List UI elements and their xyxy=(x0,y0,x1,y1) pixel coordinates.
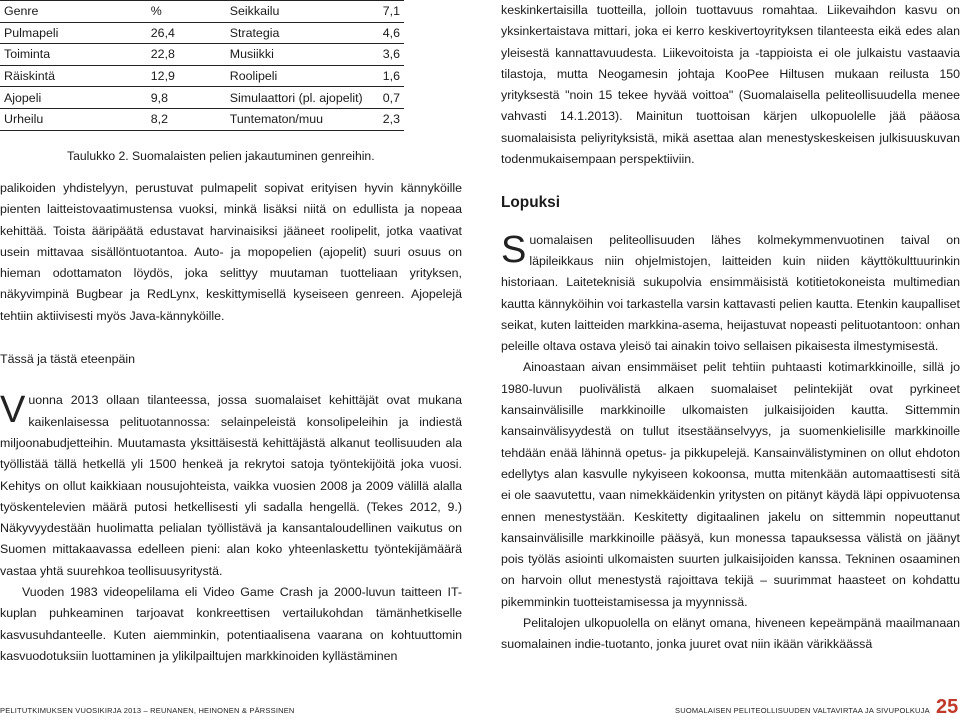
table-row xyxy=(0,108,404,130)
table-cell: Simulaattori (pl. ajopelit) xyxy=(226,87,379,109)
table-row xyxy=(0,22,404,44)
table-cell: 8,2 xyxy=(147,108,226,130)
paragraph xyxy=(0,390,462,582)
table-cell: Pulmapeli xyxy=(0,22,147,44)
footer-right: SUOMALAISEN PELITEOLLISUUDEN VALTAVIRTAA JA SIVUPOLKUJA xyxy=(675,706,930,715)
left-column xyxy=(0,178,462,667)
table-cell: 9,8 xyxy=(147,87,226,109)
table-row xyxy=(0,44,404,66)
table-cell: 1,6 xyxy=(379,65,404,87)
table-cell: Musiikki xyxy=(226,44,379,66)
page-number: 25 xyxy=(936,696,959,718)
table-caption: Taulukko 2. Suomalaisten pelien jakautuminen genreihin. xyxy=(67,149,375,163)
table-cell: Tuntematon/muu xyxy=(226,108,379,130)
table-cell: Ajopeli xyxy=(0,87,147,109)
paragraph: keskinkertaisilla tuotteilla, jolloin tuottavuus romahtaa. Liikevaihdon kasvu on yksinkertaistava mittari, joka ei kerro keskivertoyrityksen tilanteesta eikä edes alan yleisestä kannattavuudesta. Liikevoitoista ja -tappioista ei ole julkaistu vastaavia tilastoja, mutta Neogamesin johtaja KooPee Hiltusen mukaan reilusta 150 yrityksestä "noin 15 tekee hyvää voittoa" (Suomalaisella peliteollisuudella menee vahvasti 14.1.2013). Mainitun tuottoisan kärjen ulkopuolelle jää pääosa suomalaisista peliyrityksistä, mikä asettaa alan menestyskeskeisen julkisuuskuvan todenmukaisempaan perspektiiviin. xyxy=(501,3,960,167)
drop-cap: S xyxy=(501,228,527,271)
section-heading: Lopuksi xyxy=(501,194,560,212)
table-cell: Strategia xyxy=(226,22,379,44)
table-row xyxy=(0,1,404,23)
table-cell: Toiminta xyxy=(0,44,147,66)
table-cell: Räiskintä xyxy=(0,65,147,87)
footer-left: PELITUTKIMUKSEN VUOSIKIRJA 2013 – REUNANEN, HEINONEN & PÄRSSINEN xyxy=(0,706,295,715)
table-row xyxy=(0,65,404,87)
drop-cap: V xyxy=(0,389,26,432)
table-cell: 0,7 xyxy=(379,87,404,109)
paragraph-text: uomalaisen peliteollisuuden lähes kolmekymmenvuotinen taival on läpileikkaus niin ohjelmistojen, laitteiden kuin niiden käyttökulttuurinkin historiaan. Laiteteknisiä sukupolvia ensimmäisistä kotitietokoneista multimedian kautta kännyköihin voi tarkastella varsin kattavasti pelien kautta. Etenkin kaupalliset seikat, kuten laitteiden markkina-asema, heijastuvat nopeasti pelituotantoon: onhan peleille oltava ostava yleisö tai ainakin toivo sellaisen pikaisesta ilmestymisestä. xyxy=(501,232,960,354)
table-cell: 22,8 xyxy=(147,44,226,66)
genre-table xyxy=(0,0,404,131)
paragraph-text: uonna 2013 ollaan tilanteessa, jossa suomalaiset kehittäjät ovat mukana kaikenlaisessa pelituotannossa: selainpeleistä konsolipeleihin ja indiestä miljoonabudjetteihin. Muutamasta yksittäisestä kehittäjästä alkanut teollisuuden ala työllistää tällä hetkellä yli 1500 henkeä ja rekrytoi satoja työntekijöitä joka vuosi. Kehitys on ollut kaikkiaan nousujohteista, vaikka vuosien 2008 ja 2009 välillä alalla työskentelevien määrä putosi hetkellisesti yli sadalla hengellä. (Tekes 2012, 9.) Näkyvyydestään huolimatta pelialan työllistävä ja kansantaloudellinen vaikutus on Suomen mittakaavassa edelleen pieni: alan koko yhteenlaskettu työntekijämäärä vastaa yhtä suurehkoa teollisuusyritystä. xyxy=(0,393,462,578)
table-cell: Seikkailu xyxy=(226,1,379,23)
table-cell: 4,6 xyxy=(379,22,404,44)
paragraph: Pelitalojen ulkopuolella on elänyt omana, hiveneen kepeämpänä maailmanaan suomalainen indie-tuotanto, jonka juuret ovat niin ikään värikkäässä xyxy=(501,616,960,652)
subheading: Tässä ja tästä eteenpäin xyxy=(0,352,136,367)
paragraph: Ainoastaan aivan ensimmäiset pelit tehtiin puhtaasti kotimarkkinoille, sillä jo 1980-luvun puolivälistä alkaen suomalaiset pelintekijät ovat pyrkineet kansainvälisille markkinoille ulkomaisten julkaisijoiden kautta. Sittemmin kansainvälisyydestä on tullut itsestäänselvyys, ja suomenkielisille markkinoille tehdään enää lähinnä opetus- ja pikkupelejä. Kansainvälistyminen on ollut ehdoton edellytys alan kasvulle nykyiseen kokoonsa, mutta mitenkään automaattisesti sitä ei ole saavutettu, vaan nimekkäidenkin yritysten on pitänyt käydä läpi oppivuotensa ennen menestystään. Keskitetty digitaalinen jakelu on sittemmin nopeuttanut kansainvälisille markkinoille pääsyä, kun monessa tapauksessa välistä on jäänyt pois työläs asiointi ulkomaisten suurten julkaisijoiden kanssa. Tekninen osaaminen on harvoin ollut menestystä rajoittava tekijä – suurimmat haasteet on kohdattu pikemminkin tuotteistamisessa ja myynnissä. xyxy=(501,360,960,609)
table-row xyxy=(0,87,404,109)
right-column xyxy=(501,0,960,656)
table-cell: % xyxy=(147,1,226,23)
table-cell: 12,9 xyxy=(147,65,226,87)
table-cell: Urheilu xyxy=(0,108,147,130)
table-cell: 7,1 xyxy=(379,1,404,23)
table-cell: 2,3 xyxy=(379,108,404,130)
paragraph: palikoiden yhdistelyyn, perustuvat pulmapelit sopivat erityisen hyvin kännyköille pienten laitteistovaatimustensa vuoksi, minkä lisäksi niitä on edullista ja nopeaa kehittää. Toista ääripäätä edustavat harvinaisiksi jääneet roolipelit, jotka vaativat usein mittavaa sisällöntuotantoa. Auto- ja mopopelien (ajopelit) suuri osuus on hieman odottamaton löydös, joka selittyy muutaman tuotteliaan yrityksen, näkyvimpinä Bugbear ja RedLynx, keskittymisellä kyseiseen genreen. Ajopelejä tehtiin aktiivisesti myös Java-kännyköille. xyxy=(0,181,462,323)
table-cell: Genre xyxy=(0,1,147,23)
paragraph: Vuoden 1983 videopelilama eli Video Game Crash ja 2000-luvun taitteen IT-kuplan puhkeaminen tarjoavat konkreettisen vertailukohdan tämänhetkiselle kasvusuhdanteelle. Kuten aiemminkin, potentiaalisena vaarana on kohtuuttomin kasvuodotuksiin luottaminen ja ylikilpailtujen markkinoiden kyllästäminen xyxy=(0,585,462,663)
table-cell: 26,4 xyxy=(147,22,226,44)
paragraph xyxy=(501,230,960,358)
table-cell: Roolipeli xyxy=(226,65,379,87)
table-cell: 3,6 xyxy=(379,44,404,66)
